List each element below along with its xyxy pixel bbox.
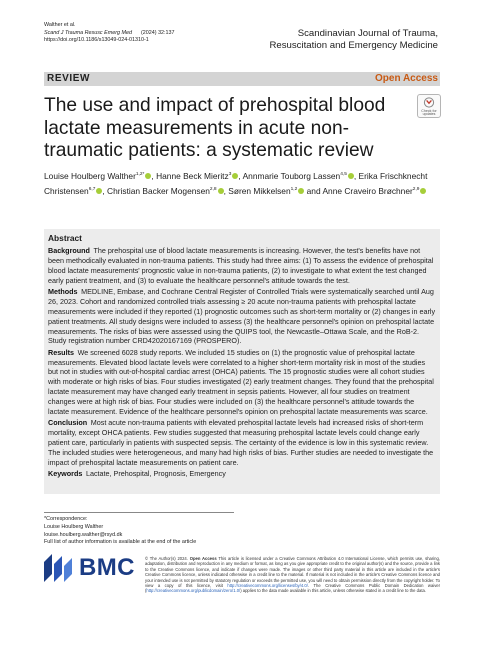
check-updates-label-2: updates — [422, 112, 436, 117]
abstract-section-text: Lactate, Prehospital, Prognosis, Emergency — [85, 469, 226, 479]
author-info-note: Full list of author information is available at the end of the article — [44, 539, 197, 546]
bmc-mark-icon — [44, 554, 76, 582]
journal-name — [269, 28, 438, 52]
author-affiliation: 4,5 — [340, 172, 347, 177]
abstract-body — [48, 246, 437, 480]
correspondence-name: Louise Houlberg Walther — [44, 523, 104, 530]
license-copyright: © The Author(s) 2024. — [145, 556, 188, 561]
citation-authors: Walther et al. — [44, 22, 76, 28]
orcid-icon[interactable] — [420, 188, 426, 194]
public-domain-url-link[interactable]: http://creativecommons.org/publicdomain/zero/1.0/ — [146, 588, 241, 594]
author-name: Hanne Beck Mieritz — [156, 171, 229, 181]
check-updates-icon — [423, 97, 435, 108]
author-affiliation: 1,2* — [135, 172, 145, 177]
abstract-section — [48, 348, 437, 417]
author-name: Erika Frischknecht Christensen — [44, 171, 428, 196]
abstract-box — [44, 229, 440, 494]
abstract-section-label: Background — [48, 246, 90, 255]
check-for-updates-button[interactable] — [417, 94, 441, 118]
check-updates-label-1: Check for — [421, 108, 437, 113]
article-type: REVIEW — [47, 73, 91, 84]
open-access-badge: Open Access — [375, 73, 438, 84]
bmc-logo-text: BMC — [79, 554, 135, 581]
author-separator: , — [102, 186, 108, 196]
license-open-access-label: Open Access — [189, 556, 217, 561]
abstract-section-label: Results — [48, 347, 74, 357]
license-body: This article is licensed under a Creative Commons Attribution 4.0 International License, which permits use, sharing, adaptation, distribution and reproduction in any medium or format, as long as you give appropriate credit to the original author(s) and the source, provide a link to the Creative Commons licence, and indicate if changes were made. The images or other third party material in this article are included in the article's Creative Commons licence, unless indicated otherwise in a credit line to the material. If material is not included in the article's Creative Commons licence and your intended use is not permitted by statutory regulation or exceeds the permitted use, you will need to obtain permission directly from the copyright holder. To view a copy of this licence, visit — [145, 556, 441, 589]
author-entry — [322, 186, 426, 196]
citation-journal-issue: Scand J Trauma Resusc Emerg Med — [44, 29, 132, 36]
license-url-link[interactable]: http://creativecommons.org/licenses/by/4.0/ — [227, 583, 308, 589]
article-title: The use and impact of prehospital blood lactate measurements in acute non-traumatic patients: a systematic review — [44, 95, 386, 161]
abstract-heading: Abstract — [48, 233, 82, 243]
author-separator: , — [223, 186, 229, 196]
footnote-divider — [44, 512, 234, 513]
abstract-section-label: Conclusion — [48, 418, 88, 428]
author-separator: , — [238, 171, 243, 181]
abstract-section — [48, 246, 437, 286]
abstract-section-label: Keywords — [48, 469, 83, 479]
author-affiliation: 3 — [228, 172, 232, 177]
abstract-section-label: Methods — [48, 286, 78, 296]
author-affiliation: 1,2 — [290, 187, 298, 192]
correspondence-email[interactable]: louise.houlberg.walther@rsyd.dk — [44, 531, 123, 538]
author-affiliation: 2,8 — [209, 187, 217, 192]
author-separator: and — [304, 186, 323, 196]
abstract-section — [48, 469, 437, 479]
abstract-section-text: The prehospital use of blood lactate measurements is increasing. However, the test's benefits have not been methodically evaluated in non-trauma patients. This study had three aims: (1) To assess the evidence of prehospital blood lactate measurements' prognostic value in non-trauma patients, (2) to investigate to what extent the test changed early patient treatment, and (3) to evaluate the healthcare personnel's attitude towards the test. — [48, 246, 434, 285]
author-separator: , — [151, 171, 157, 181]
license-suffix: ) applies to the data made available in this article, unless otherwise stated in a credit line to the data. — [240, 588, 426, 594]
author-entry — [228, 186, 322, 196]
article-type-bar — [44, 72, 440, 86]
abstract-section-text: Most acute non-trauma patients with elevated prehospital lactate levels had increased risks of short-term mortality, except OHCA patients. Few studies suggested that measuring prehospital lactate levels could change early patient care, particularly in patients with suspected sepsis. The certainty of the evidence is low in this systematic review. The included studies were heterogeneous, and many had high risks of bias. Further studies are needed to investigate the impact of prehospital lactate measurements on patient care. — [48, 418, 434, 467]
author-name: Christian Backer Mogensen — [107, 186, 210, 196]
author-entry — [44, 171, 156, 181]
citation-year-volume: (2024) 32:137 — [140, 29, 175, 36]
author-entry — [243, 171, 359, 181]
correspondence-footnote — [44, 516, 196, 547]
author-name: Annmarie Touborg Lassen — [242, 171, 341, 181]
author-separator: , — [353, 171, 359, 181]
license-mid: . The Creative Commons Public Domain Dedication waiver ( — [145, 583, 441, 594]
author-name: Louise Houlberg Walther — [44, 171, 136, 181]
citation-journal — [44, 30, 175, 38]
author-entry — [107, 186, 228, 196]
license-text — [145, 556, 440, 594]
author-affiliation: 2,9 — [412, 187, 420, 192]
journal-name-line1: Scandinavian Journal of Trauma, — [297, 28, 438, 39]
author-list — [44, 168, 434, 198]
abstract-section-text: MEDLINE, Embase, and Cochrane Central Register of Controlled Trials were systematically searched until Aug 26, 2023. Cohort and randomized controlled trials assessing ≥ 20 acute non-trauma patients with prehospital lactate measurements were included if they reported (1) prognostic outcomes such as short-term mortality or (2) changes in early patient treatments. All study designs were included to assess (3) the healthcare personnel's opinion on prehospital lactate measurements. The risks of bias were assessed using the QUIPS tool, the Newcastle–Ottawa Scale, and the RoB-2. Study registration number CRD42020167169 (PROSPERO). — [48, 286, 436, 346]
author-affiliation: 6,7 — [88, 187, 96, 192]
author-entry — [156, 171, 243, 181]
citation-header — [44, 22, 175, 45]
doi-link[interactable]: https://doi.org/10.1186/s13049-024-01310-1 — [44, 37, 149, 44]
bmc-logo — [44, 554, 135, 587]
abstract-section — [48, 287, 437, 346]
author-name: Anne Craveiro Brøchner — [322, 186, 413, 196]
abstract-section — [48, 418, 437, 468]
journal-name-line2: Resuscitation and Emergency Medicine — [269, 40, 438, 51]
correspondence-label: *Correspondence: — [44, 516, 88, 522]
abstract-section-text: We screened 6028 study reports. We included 15 studies on (1) the prognostic value of prehospital lactate measurements. Elevated blood lactate levels were correlated to a higher short-term mortality risk in most of the studies but not in studies with out-of-hospital cardiac arrest (OHCA) patients. The 15 prognostic studies were all cohort studies with moderate or high risks of bias. Four studies investigated (2) early treatment changes. They found that the prehospital lactate measurement may have changed early treatment in sepsis patients. However, all four studies on treatment changes were at high risk of bias. Four studies were included on (3) the healthcare personnel's attitude towards the lactate measurement. Evidence of the healthcare personnel's opinion on prehospital lactate measurements was scarce. — [48, 347, 434, 417]
author-name: Søren Mikkelsen — [228, 186, 291, 196]
